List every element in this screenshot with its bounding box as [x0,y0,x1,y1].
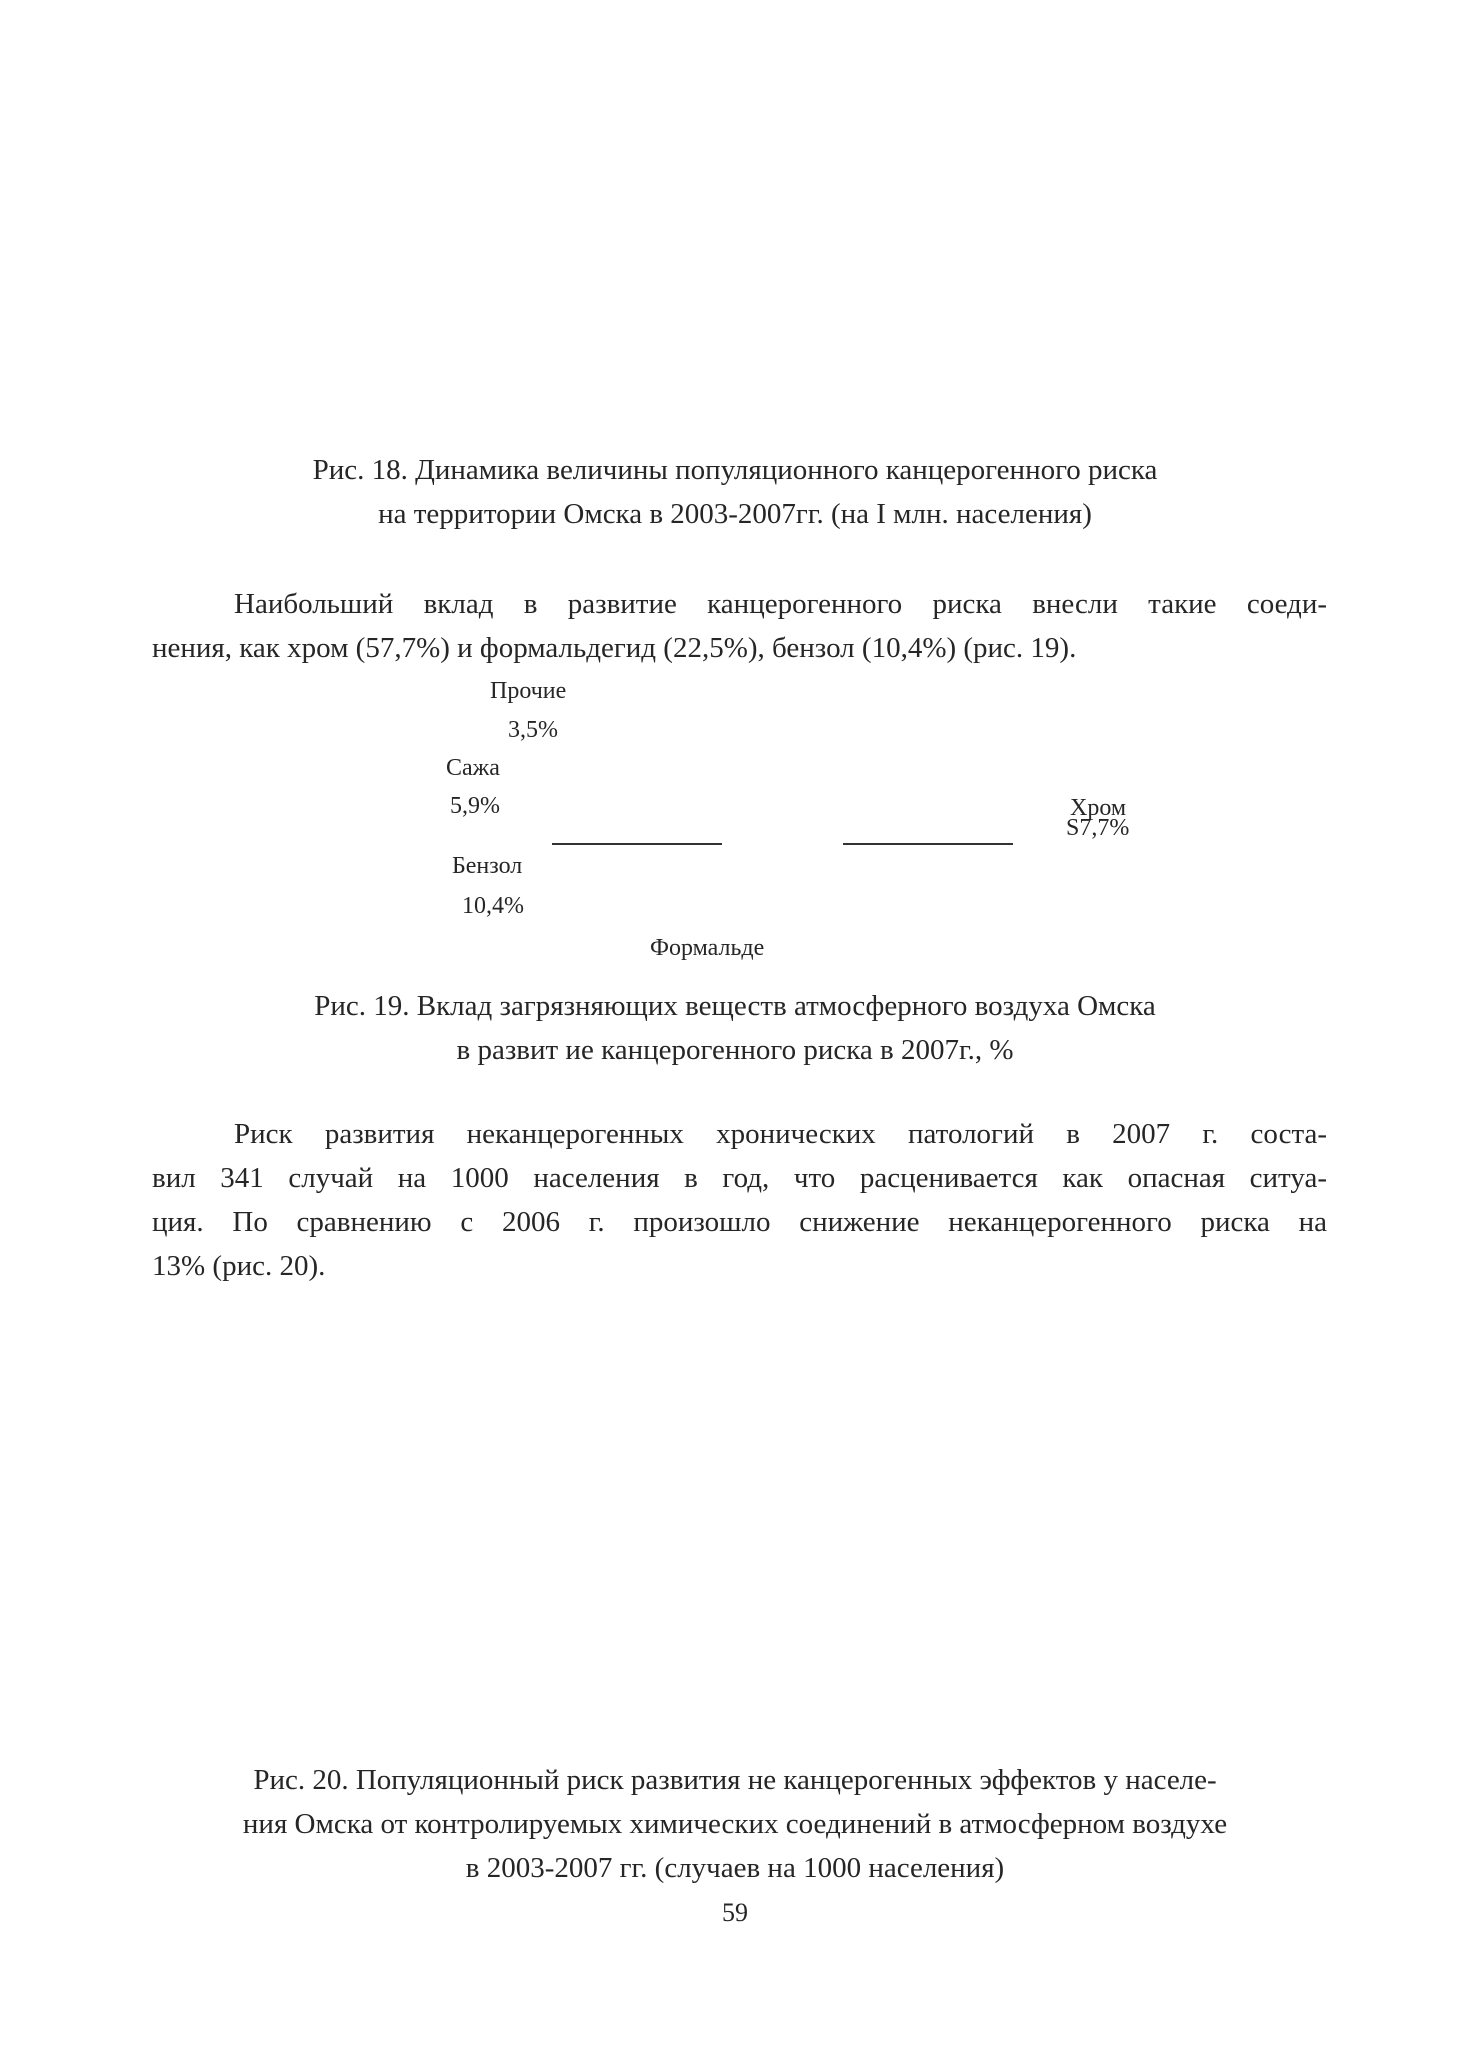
caption-line: Рис. 19. Вклад загрязняющих веществ атмосферного воздуха Омска [314,990,1156,1022]
caption-line: Рис. 18. Динамика величины популяционного канцерогенного риска [312,454,1158,486]
figure-18-caption [140,448,1330,536]
page-number: 59 [722,1898,748,1927]
body-paragraph-1 [152,582,1327,670]
paragraph-line: нения, как хром (57,7%) и формальдегид (22,5%), бензол (10,4%) (рис. 19). [152,632,1077,664]
pie-label-prochie: Прочие [490,678,567,704]
paragraph-line: Риск развития неканцерогенных хронических патологий в 2007 г. соста- [234,1118,1327,1150]
pie-value-sazha: 5,9% [450,793,500,819]
body-paragraph-2 [152,1112,1327,1288]
pie-label-khrom: Хром [1070,795,1127,821]
paragraph-line: 13% (рис. 20). [152,1250,326,1282]
pie-value-benzol: 10,4% [462,893,524,919]
figure-20-caption [140,1758,1330,1890]
caption-line: ния Омска от контролируемых химических соединений в атмосферном воздухе [242,1808,1228,1840]
pie-leader-line-right [843,843,1013,845]
paragraph-line: ция. По сравнению с 2006 г. произошло снижение неканцерогенного риска на [152,1206,1327,1238]
pie-leader-line-left [552,843,722,845]
pie-label-sazha: Сажа [446,755,500,781]
pie-value-prochie: 3,5% [508,717,558,743]
caption-line: на территории Омска в 2003-2007гг. (на I млн. населения) [378,498,1092,530]
caption-line: в развит ие канцерогенного риска в 2007г., % [456,1034,1014,1066]
paragraph-line: Наибольший вклад в развитие канцерогенного риска внесли такие соеди- [234,588,1327,620]
pie-value-khrom: S7,7% [1066,815,1130,841]
figure-19-caption [140,984,1330,1072]
caption-line: в 2003-2007 гг. (случаев на 1000 населения) [465,1852,1005,1884]
pie-label-benzol: Бензол [452,853,523,879]
caption-line: Рис. 20. Популяционный риск развития не канцерогенных эффектов у населе- [253,1764,1217,1796]
pie-label-formaldegid: Формальде [650,935,765,961]
paragraph-line: вил 341 случай на 1000 населения в год, что расценивается как опасная ситуа- [152,1162,1327,1194]
